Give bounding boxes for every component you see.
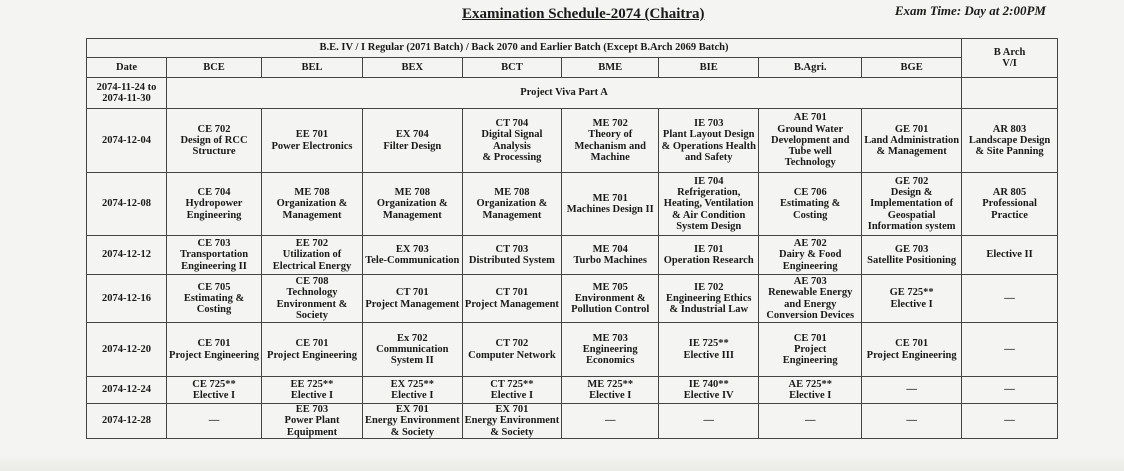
course-cell [759,377,862,404]
course-line: Project Management [365,298,460,310]
course-line: & Air Condition [672,209,746,221]
course-line: System Design [676,220,742,232]
viva-row [87,78,1058,109]
course-line: EE 702 [295,238,329,249]
course-line: Design & [890,187,933,198]
course-line: — [1004,343,1015,355]
course-cell [562,404,659,439]
viva-cell: Project Viva Part A [167,78,962,109]
course-line: IE 740** [688,378,729,390]
course-line: CE 701 [295,338,329,350]
course-line: Costing [196,304,232,316]
course-line: Elective I [290,390,334,401]
course-line: Structure [192,146,236,158]
course-line: ME 708 [394,187,430,198]
page-bottom-shade [0,455,1124,471]
course-line: ME 701 [592,192,628,204]
column-header: BGE [862,58,962,78]
course-line: Development and [770,134,850,146]
course-line: ME 704 [592,243,628,255]
date-cell [87,78,167,109]
course-line: IE 704 [693,175,724,187]
course-line: CE 706 [793,187,827,198]
course-cell [363,109,463,173]
course-line: Dairy & Food [779,249,842,261]
course-line: — [208,415,220,427]
course-cell [862,377,962,404]
date-cell: 2074-12-08 [87,173,167,236]
course-line: CE 703 [197,238,231,249]
course-cell [363,173,463,236]
course-line: Management [482,209,542,221]
course-cell [262,109,363,173]
course-line: Mechanism and [574,140,646,152]
course-line: CE 701 [793,332,827,344]
column-header: Date [87,58,167,78]
course-line: Technology [286,287,338,299]
course-line: IE 701 [693,243,724,255]
course-cell [862,275,962,323]
course-line: Satellite Positioning [867,255,957,266]
course-cell [962,236,1058,275]
course-line: Energy Environment [365,415,460,427]
course-line: Analysis [492,140,531,152]
course-line: GE 725** [889,287,934,299]
course-line: — [906,384,917,396]
course-cell [862,173,962,236]
course-line: ME 705 [592,281,628,293]
column-header: BIE [659,58,759,78]
course-line: & Site Panning [975,146,1044,158]
course-cell [462,173,562,236]
course-cell [962,323,1058,377]
course-line: — [804,415,816,427]
column-header: BEX [363,58,463,78]
course-line: Elective IV [683,390,734,401]
schedule-row [87,236,1058,275]
course-cell [962,404,1058,439]
course-cell [262,377,363,404]
course-cell [167,323,262,377]
course-cell [562,275,659,323]
course-line: EX 704 [395,129,429,141]
course-line: Transportation [179,249,249,261]
course-line: CE 701 [197,338,231,350]
course-line: GE 702 [894,175,929,187]
course-line: IE 703 [693,117,724,129]
course-line: EX 701 [495,404,529,415]
group-header-row [87,39,1058,58]
course-line: Heating, Ventilation [663,198,754,210]
course-line: — [1004,384,1015,396]
course-cell [167,236,262,275]
course-line: Refrigeration, [677,187,741,198]
course-line: ME 725** [587,378,634,390]
course-line: Computer Network [468,349,556,361]
empty-cell [962,78,1058,109]
course-line: GE 703 [894,243,929,255]
course-line: ME 703 [592,332,628,344]
course-cell [759,173,862,236]
course-line: Hydropower [185,198,243,210]
course-cell [262,236,363,275]
exam-schedule-table [86,38,1058,439]
course-line: Practice [991,209,1028,221]
course-line: CE 704 [197,187,231,198]
course-line: Engineering [582,343,638,355]
exam-time: Exam Time: Day at 2:00PM [894,3,1046,18]
course-line: — [703,415,714,427]
course-line: Electrical Energy [272,260,352,272]
course-line: GE 701 [894,123,929,135]
course-line: Power Electronics [271,140,353,152]
course-cell [759,109,862,173]
course-line: CT 702 [495,338,529,350]
course-line: Society [295,309,329,321]
course-line: CT 725** [490,378,534,390]
course-line: CT 704 [495,117,529,129]
course-line: Machine [590,151,630,163]
column-header: BCT [462,58,562,78]
course-line: Operation Research [663,255,754,266]
course-line: Ex 702 [396,332,428,344]
course-line: Conversion Devices [766,309,855,321]
schedule-row [87,377,1058,404]
date-line: 2074-11-30 [102,93,151,104]
course-line: — [1004,415,1015,427]
course-line: Elective III [683,349,734,361]
date-cell: 2074-12-04 [87,109,167,173]
course-cell [962,377,1058,404]
course-line: Elective I [391,390,434,401]
course-line: Theory of [588,129,633,141]
course-line: EE 703 [295,404,329,415]
course-line: Elective I [890,298,933,310]
course-cell [759,275,862,323]
column-header: BME [562,58,659,78]
course-cell [167,173,262,236]
course-line: & Society [490,426,534,438]
course-line: Design of RCC [180,134,248,146]
course-cell [659,109,759,173]
date-line: 2074-11-24 to [96,81,157,93]
course-line: ME 708 [494,187,530,198]
course-cell [659,377,759,404]
course-line: EX 703 [395,243,429,255]
course-cell [562,236,659,275]
course-line: CE 705 [197,281,231,293]
course-line: Renewable Energy [768,287,853,299]
course-cell [462,404,562,439]
course-line: EX 725** [390,378,435,390]
course-line: Environment & [574,292,646,304]
course-cell [659,404,759,439]
course-cell [363,377,463,404]
course-line: Costing [793,209,828,221]
course-line: IE 725** [688,338,729,350]
course-cell [562,109,659,173]
course-cell [462,109,562,173]
course-line: — [1004,292,1015,304]
course-line: Energy Environment [464,415,560,427]
course-line: AE 702 [793,238,827,249]
course-line: AE 725** [788,378,832,390]
course-line: IE 702 [693,281,724,293]
schedule-row [87,323,1058,377]
course-line: Turbo Machines [573,255,647,266]
course-line: Elective I [192,390,236,401]
course-line: CE 725** [192,378,236,390]
course-line: & Society [390,426,435,438]
course-line: Organization & [376,198,448,210]
course-line: Engineering [782,260,838,272]
course-line: Project Management [464,298,559,310]
course-line: Environment & [276,298,348,310]
course-cell [363,404,463,439]
course-line: Geospatial [887,209,936,221]
course-line: Ground Water [777,123,844,135]
course-line: Elective I [589,390,632,401]
course-line: Economics [586,355,635,367]
course-line: Engineering [186,209,242,221]
course-line: and Energy [784,298,837,310]
course-line: CE 701 [895,338,929,350]
course-cell [167,377,262,404]
column-header: BCE [167,58,262,78]
schedule-row [87,275,1058,323]
course-line: Project Engineering [267,349,357,361]
course-line: Plant Layout Design [662,129,755,141]
course-cell [562,377,659,404]
course-line: & Industrial Law [669,304,749,316]
course-line: Project Engineering [169,349,259,361]
course-line: Estimating & [780,198,841,210]
course-line: Communication [376,343,449,355]
course-line: CE 708 [295,275,329,287]
course-line: CE 702 [197,123,231,135]
course-cell [262,275,363,323]
course-line: Estimating & [183,292,245,304]
course-cell [462,323,562,377]
date-cell: 2074-12-12 [87,236,167,275]
course-line: Utilization of [282,249,342,261]
course-line: Engineering II [181,260,247,272]
course-line: Digital Signal [481,129,543,141]
course-cell [862,236,962,275]
schedule-row [87,173,1058,236]
course-cell [262,404,363,439]
course-line: EE 701 [295,129,329,141]
course-line: and Safety [684,151,733,163]
course-line: EE 725** [290,378,334,390]
course-line: AE 703 [793,275,827,287]
course-cell [659,275,759,323]
course-line: Power Plant [284,415,340,427]
course-line: AR 803 [992,123,1027,135]
course-line: Land Administration [864,134,960,146]
course-cell [962,109,1058,173]
course-cell [462,236,562,275]
course-line: Technology [784,157,836,169]
course-line: CT 703 [495,243,529,255]
course-line: Project [793,343,827,355]
course-cell [462,377,562,404]
course-line: Information system [867,220,956,232]
course-line: Project Engineering [866,349,957,361]
course-line: Filter Design [383,140,442,152]
course-line: Pollution Control [571,304,650,316]
group-header: B.E. IV / I Regular (2071 Batch) / Back 2070 and Earlier Batch (Except B.Arch 2069 Batch) [87,39,962,58]
course-line: System II [390,355,434,367]
course-line: Landscape Design [968,134,1051,146]
course-cell [363,236,463,275]
course-line: Elective II [986,249,1033,261]
course-line: Organization & [276,198,348,210]
course-cell [759,323,862,377]
barch-header-line: B Arch [993,46,1026,58]
course-line: Implementation of [870,198,954,210]
course-line: Elective I [789,390,832,401]
course-line: Machines Design II [566,204,654,215]
course-cell [562,173,659,236]
date-cell: 2074-12-16 [87,275,167,323]
schedule-row [87,404,1058,439]
course-cell [167,404,262,439]
date-cell: 2074-12-24 [87,377,167,404]
date-cell: 2074-12-20 [87,323,167,377]
course-cell [262,173,363,236]
course-cell [659,173,759,236]
barch-header-line: V/I [1002,58,1017,69]
course-cell [659,323,759,377]
course-cell [759,236,862,275]
course-cell [659,236,759,275]
course-cell [862,323,962,377]
column-header-row [87,58,1058,78]
course-line: ME 708 [294,187,330,198]
course-line: & Management [876,146,947,158]
barch-header [962,39,1058,78]
page-title: Examination Schedule-2074 (Chaitra) [462,6,705,22]
course-line: Engineering [782,355,838,367]
course-line: Tube well [788,146,832,158]
course-cell [862,404,962,439]
course-line: Management [382,209,442,221]
course-line: EX 701 [395,404,429,415]
course-line: AR 805 [992,187,1027,198]
course-line: & Processing [482,151,542,163]
column-header: BEL [262,58,363,78]
course-cell [363,275,463,323]
course-line: ME 702 [592,117,628,129]
course-cell [962,275,1058,323]
course-cell [562,323,659,377]
course-cell [167,275,262,323]
course-line: CT 701 [495,287,529,299]
course-line: Organization & [476,198,548,210]
course-cell [862,109,962,173]
course-line: Distributed System [468,255,555,266]
course-cell [167,109,262,173]
course-cell [759,404,862,439]
schedule-row [87,109,1058,173]
course-cell [462,275,562,323]
course-line: Management [282,209,342,221]
course-line: Tele-Communication [365,255,460,266]
course-line: AE 701 [793,112,827,124]
course-line: Professional [982,198,1037,210]
column-header: B.Agri. [759,58,862,78]
course-cell [962,173,1058,236]
course-line: Engineering Ethics [665,292,752,304]
date-cell: 2074-12-28 [87,404,167,439]
course-cell [363,323,463,377]
course-cell [262,323,363,377]
course-line: Equipment [286,426,338,438]
course-line: & Operations Health [661,140,756,152]
course-line: — [906,415,917,427]
course-line: Elective I [490,390,534,401]
course-line: — [604,415,616,427]
course-line: CT 701 [395,287,429,299]
